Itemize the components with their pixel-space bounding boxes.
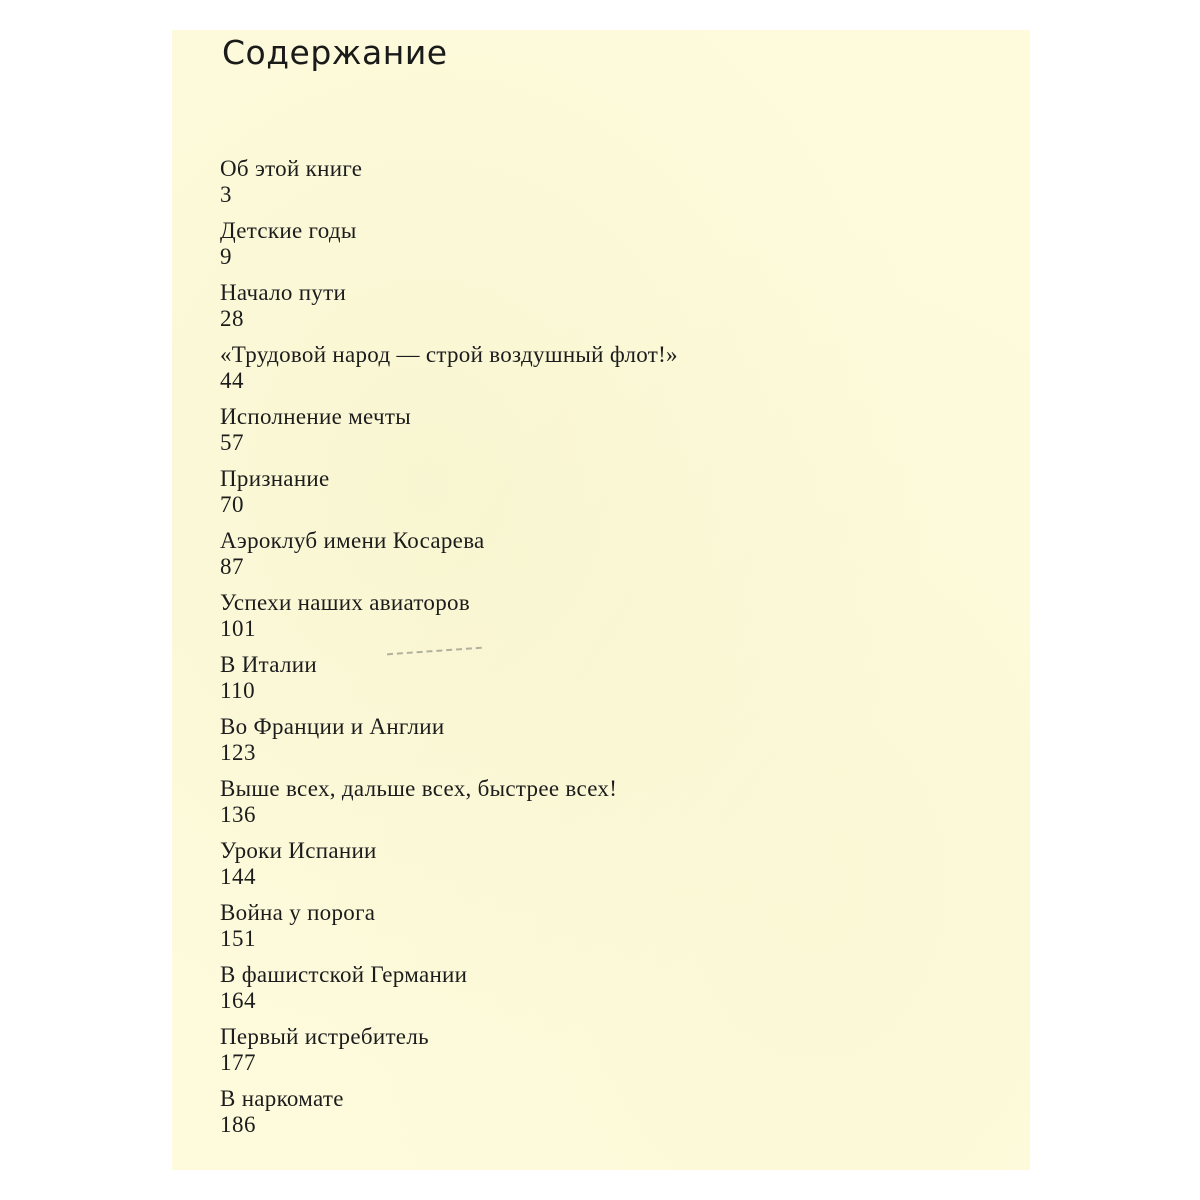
toc-entry	[220, 838, 678, 900]
toc-entry-title: В Италии	[220, 652, 317, 677]
toc-entry-title: Первый истребитель	[220, 1024, 429, 1049]
toc-entry	[220, 528, 678, 590]
toc-entry-page: 177	[220, 1050, 256, 1075]
toc-entry	[220, 1086, 678, 1148]
toc-entry	[220, 590, 678, 652]
toc-entry-title: Детские годы	[220, 218, 357, 243]
toc-entry-title: Успехи наших авиаторов	[220, 590, 470, 615]
toc-entry-title: Война у порога	[220, 900, 376, 925]
toc-entry-page: 164	[220, 988, 256, 1013]
toc-entry-page: 44	[220, 368, 244, 393]
toc-entry-title: Во Франции и Англии	[220, 714, 445, 739]
toc-entry-page: 57	[220, 430, 244, 455]
toc-entry	[220, 962, 678, 1024]
toc-entry-title: Признание	[220, 466, 330, 491]
toc-entry	[220, 1024, 678, 1086]
toc-entry	[220, 404, 678, 466]
toc-entry-title: Исполнение мечты	[220, 404, 411, 429]
toc-entry-title: Выше всех, дальше всех, быстрее всех!	[220, 776, 618, 801]
toc-entry-title: В наркомате	[220, 1086, 344, 1111]
toc-entry-page: 101	[220, 616, 256, 641]
toc-entry	[220, 714, 678, 776]
page-title: Содержание	[222, 33, 448, 72]
toc-entry-page: 123	[220, 740, 256, 765]
book-page	[172, 30, 1030, 1170]
toc-entry	[220, 652, 678, 714]
toc-entry	[220, 280, 678, 342]
toc-entry-page: 144	[220, 864, 256, 889]
toc-entry-page: 110	[220, 678, 256, 703]
toc-entry-title: «Трудовой народ — строй воздушный флот!»	[220, 342, 678, 367]
toc-entry	[220, 466, 678, 528]
toc-entry	[220, 156, 678, 218]
toc-entry	[220, 342, 678, 404]
toc-entry-title: Аэроклуб имени Косарева	[220, 528, 485, 553]
toc-entry-title: Начало пути	[220, 280, 347, 305]
toc-entry-page: 70	[220, 492, 244, 517]
toc-entry-page: 3	[220, 182, 232, 207]
toc-entry	[220, 776, 678, 838]
toc-entry-page: 9	[220, 244, 232, 269]
toc-entry-title: Уроки Испании	[220, 838, 377, 863]
toc-entry-page: 151	[220, 926, 256, 951]
toc-entry-page: 136	[220, 802, 256, 827]
toc-entry-page: 87	[220, 554, 244, 579]
toc-entry	[220, 218, 678, 280]
toc-entry-page: 28	[220, 306, 244, 331]
toc-entry-title: В фашистской Германии	[220, 962, 468, 987]
toc-entry-title: Об этой книге	[220, 156, 363, 181]
toc-entry-page: 186	[220, 1112, 256, 1137]
toc-entry	[220, 900, 678, 962]
table-of-contents	[220, 156, 678, 1148]
